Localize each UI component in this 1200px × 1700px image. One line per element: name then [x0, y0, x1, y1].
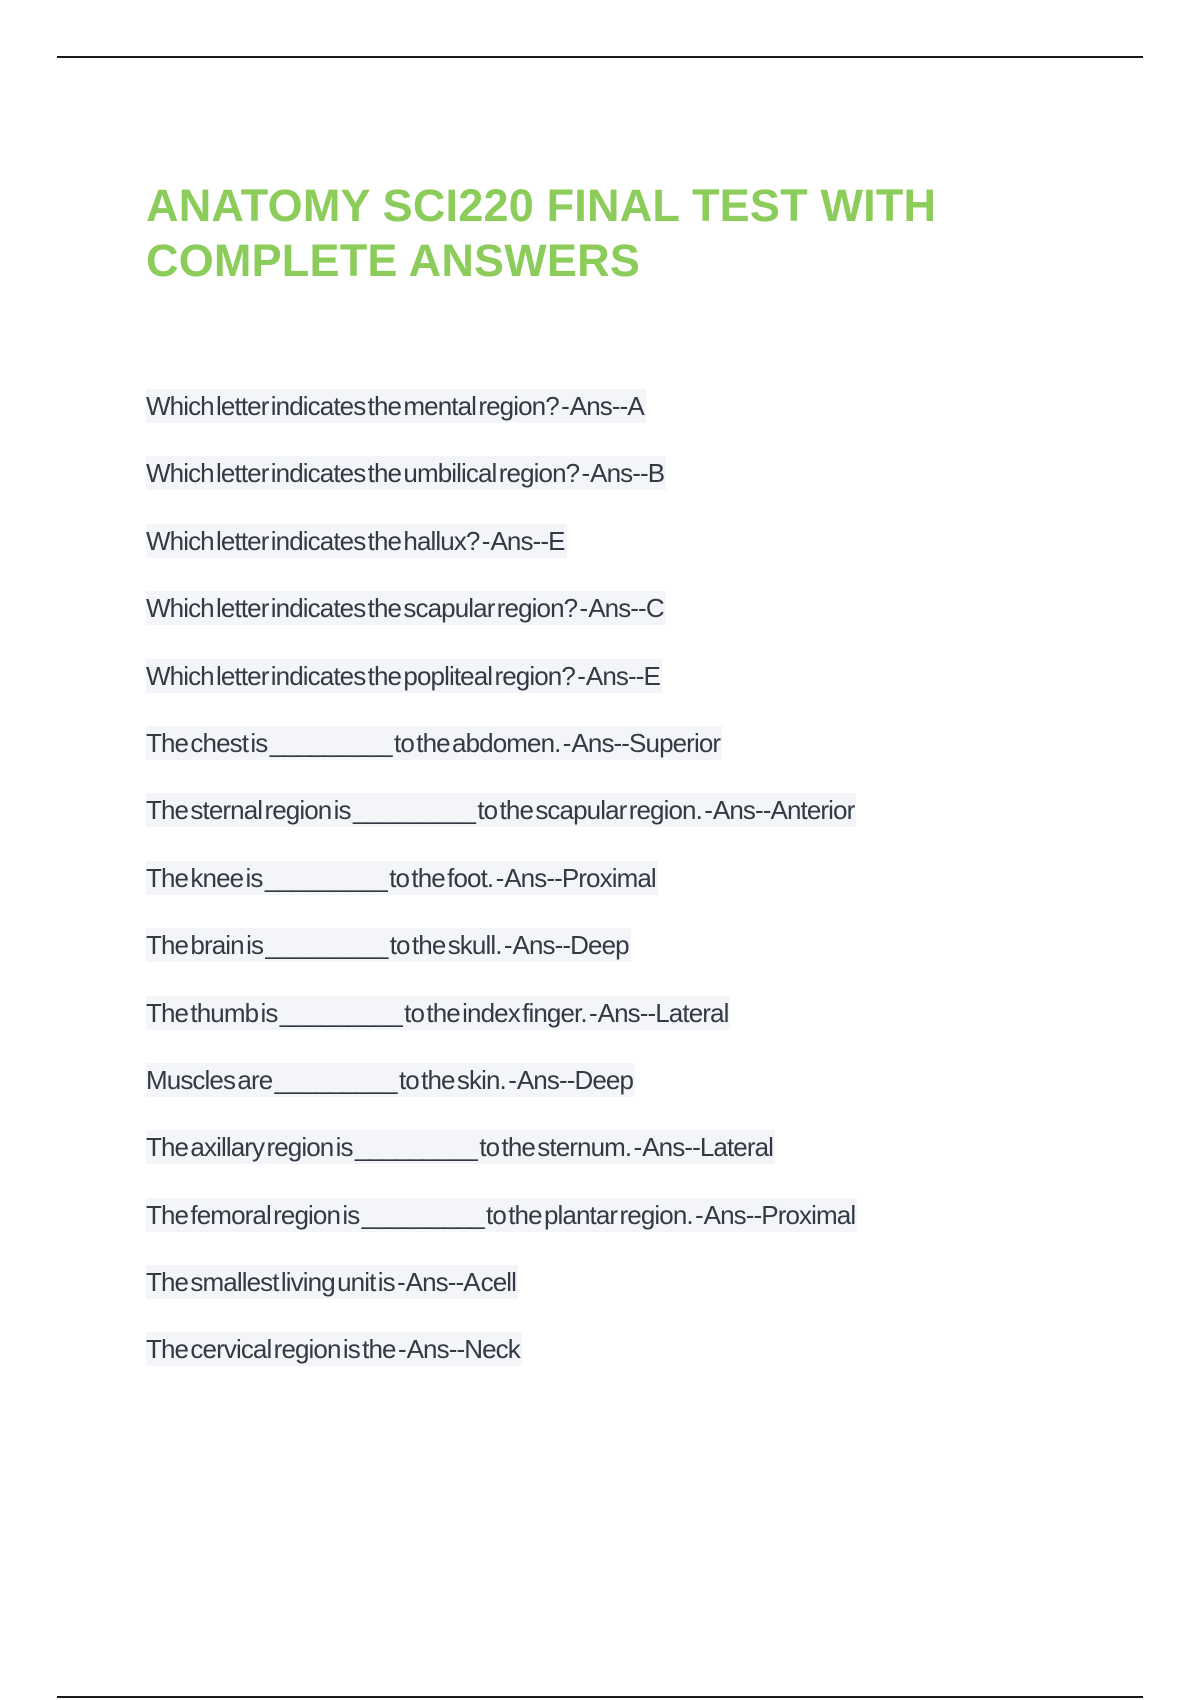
list-item — [146, 726, 1146, 793]
list-item — [146, 1130, 1146, 1197]
question-text: Which letter indicates the popliteal region? - Ans--E — [146, 660, 660, 691]
question-text: Muscles are _________ to the skin. - Ans--Deep — [146, 1064, 634, 1095]
list-item — [146, 524, 1146, 591]
list-item — [146, 861, 1146, 928]
question-text: Which letter indicates the mental region? - Ans--A — [146, 391, 644, 421]
list-item — [146, 389, 1146, 456]
bottom-rule — [57, 1696, 1143, 1698]
question-text: The cervical region is the - Ans--Neck — [146, 1334, 520, 1365]
question-text: The chest is _________ to the abdomen. - Ans--Superior — [146, 727, 721, 758]
question-text: The smallest living unit is - Ans--A cell — [146, 1267, 517, 1298]
document-title: ANATOMY SCI220 FINAL TEST WITH COMPLETE ANSWERS — [146, 180, 937, 286]
question-text: Which letter indicates the hallux? - Ans--E — [146, 525, 565, 556]
question-text: The brain is _________ to the skull. - Ans--Deep — [146, 930, 629, 961]
list-item — [146, 928, 1146, 995]
top-rule — [57, 56, 1143, 58]
list-item — [146, 456, 1146, 523]
question-text: Which letter indicates the scapular region? - Ans--C — [146, 593, 664, 624]
list-item — [146, 1198, 1146, 1265]
question-text: The thumb is _________ to the index finger. - Ans--Lateral — [146, 997, 729, 1028]
list-item — [146, 1063, 1146, 1130]
question-text: Which letter indicates the umbilical region? - Ans--B — [146, 458, 665, 489]
list-item — [146, 591, 1146, 658]
question-text: The sternal region is _________ to the scapular region. - Ans--Anterior — [146, 795, 855, 826]
question-list — [146, 389, 1146, 1400]
list-item — [146, 1332, 1146, 1399]
list-item — [146, 996, 1146, 1063]
list-item — [146, 1265, 1146, 1332]
question-text: The femoral region is _________ to the plantar region. - Ans--Proximal — [146, 1199, 856, 1230]
list-item — [146, 659, 1146, 726]
list-item — [146, 793, 1146, 860]
question-text: The axillary region is _________ to the sternum. - Ans--Lateral — [146, 1132, 774, 1163]
question-text: The knee is _________ to the foot. - Ans--Proximal — [146, 862, 656, 893]
